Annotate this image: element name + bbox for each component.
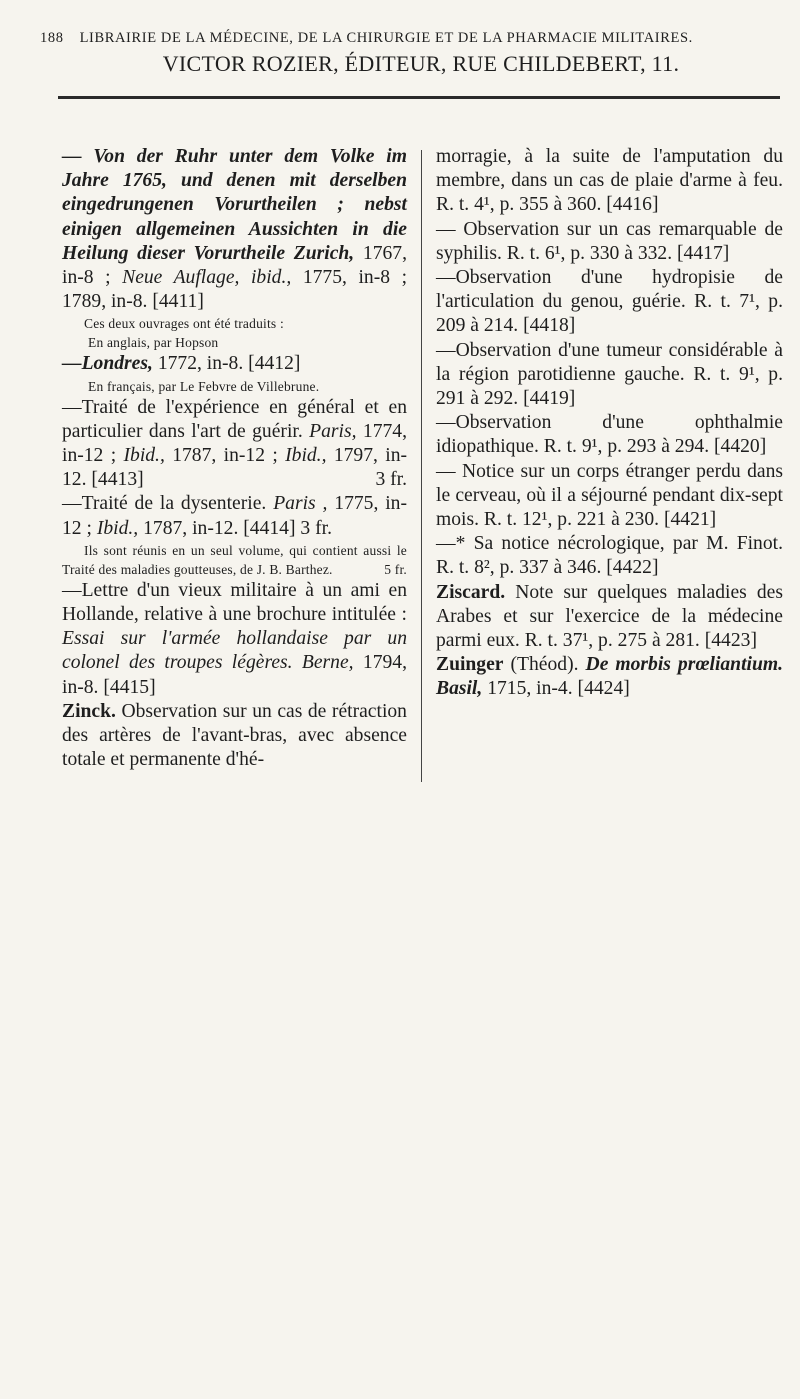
entry-publication: 1767, in-8 ; <box>62 242 407 289</box>
entry-publication: 1775, in-12 ; <box>62 493 407 539</box>
entry-title: —Traité de l'expérience en général et en particulier dans l'art de guérir. <box>62 396 407 442</box>
entry-title: De morbis prœliantium. <box>585 654 784 676</box>
entry-4417 <box>436 218 783 266</box>
entry-note: Ces deux ouvrages ont été traduits : <box>84 316 284 332</box>
entry-4414 <box>62 492 407 540</box>
entry-4424 <box>436 653 783 701</box>
entry-publication: 1772, in-8. <box>157 353 244 375</box>
entry-number: [4419] <box>523 388 576 410</box>
right-column <box>436 145 783 702</box>
entry-number: [4417] <box>677 242 730 264</box>
entry-publication: 1774, in-12 ; <box>62 420 407 467</box>
column-divider <box>421 150 422 782</box>
entry-4420 <box>436 411 783 459</box>
entry-note: En français, par Le Febvre de Villebrune. <box>88 378 320 394</box>
entry-4411 <box>62 145 407 314</box>
entry-zinck <box>62 700 407 773</box>
entry-price: 5 fr. <box>384 561 407 577</box>
header-rule <box>58 96 780 99</box>
entry-text: —Observation d'une tumeur considérable à la région parotidienne gauche. R. t. 9¹, p. 291 à 292. <box>436 339 783 410</box>
entry-4421 <box>436 460 783 533</box>
entry-author: Ziscard. <box>436 581 506 603</box>
entry-place: Berne, <box>301 652 354 674</box>
entry-number: [4422] <box>606 557 659 579</box>
entry-author: Zinck. <box>62 700 116 722</box>
entry-4412 <box>62 352 407 376</box>
entry-number: [4413] <box>91 469 144 491</box>
entry-4419 <box>436 339 783 412</box>
entry-text: morragie, à la suite de l'amputation du membre, dans un cas de plaie d'arme à feu. R. t. 4¹, p. 355 à 360. <box>436 146 783 216</box>
entry-ibid: Ibid., <box>285 445 327 467</box>
entry-4422 <box>436 532 783 580</box>
entry-text: —* Sa notice nécrologique, par M. Finot. R. t. 8², p. 337 à 346. <box>436 533 783 579</box>
entry-title: —Traité de la dysenterie. <box>62 493 267 515</box>
entry-place: Basil, <box>436 678 483 700</box>
entry-place: Paris , <box>273 493 328 515</box>
entry-text: — Notice sur un corps étranger perdu dans le cerveau, où il a séjourné pendant dix-sept mois. R. t. 12¹, p. 221 à 230. <box>436 460 783 531</box>
entry-publication: 1787, in-12 ; <box>172 445 278 467</box>
entry-4416 <box>436 145 783 218</box>
entry-4423 <box>436 581 783 654</box>
entry-text: Observation sur un cas de rétraction des artères de l'avant-bras, avec absence totale et permanente d'hé- <box>62 700 407 771</box>
entry-ibid: Ibid., <box>123 445 165 467</box>
entry-publication: 1775, in-8 ; 1789, in-8. <box>62 267 408 313</box>
entry-title: —Lettre d'un vieux militaire à un ami en Hollande, relative à une brochure intitulée : <box>62 579 407 626</box>
entry-note: En anglais, par Hopson <box>88 335 219 351</box>
entry-price: 3 fr. <box>375 469 407 491</box>
entry-text: —Observation d'une ophthalmie idiopathique. R. t. 9¹, p. 293 à 294. <box>436 412 783 458</box>
entry-publication: 1787, in-12. <box>143 517 239 539</box>
entry-number: [4412] <box>248 353 301 375</box>
entry-number: [4416] <box>606 194 659 216</box>
entry-4418 <box>436 266 783 339</box>
running-title: LIBRAIRIE DE LA MÉDECINE, DE LA CHIRURGIE ET DE LA PHARMACIE MILITAIRES. <box>79 30 693 46</box>
entry-number: [4420] <box>714 436 767 458</box>
entry-note <box>62 541 407 579</box>
entry-number: [4418] <box>523 315 576 337</box>
entry-number: [4411] <box>152 291 204 313</box>
entry-number: [4415] <box>103 676 156 698</box>
entry-4413 <box>62 396 407 493</box>
left-column <box>62 145 407 772</box>
entry-text: —Observation d'une hydropisie de l'articulation du genou, guérie. R. t. 7¹, p. 209 à 214. <box>436 267 783 337</box>
running-head <box>40 30 780 47</box>
entry-author: Zuinger <box>436 654 504 676</box>
entry-place: Paris, <box>309 420 357 442</box>
entry-author-detail: (Théod). <box>510 654 579 676</box>
entry-number: [4414] <box>243 517 296 539</box>
entry-title: — Von der Ruhr unter dem Volke im Jahre 1765, und denen mit derselben eingedrungenen Vorurtheilen ; nebst einigen allgemeinen Aussichten in die Heilung dieser Vorurtheile <box>62 146 407 264</box>
page-number: 188 <box>40 30 64 46</box>
entry-place: Zurich, <box>293 242 355 264</box>
publisher-line: VICTOR ROZIER, ÉDITEUR, RUE CHILDEBERT, 11. <box>162 51 680 76</box>
entry-publication: 1715, in-4. <box>487 678 573 700</box>
entry-publication: 1794, in-8. <box>62 652 407 698</box>
entry-text: Note sur quelques maladies des Arabes et sur l'exercice de la médecine parmi eux. R. t. 37¹, p. 275 à 281. <box>436 581 783 652</box>
entry-subtitle: Essai sur l'armée hollandaise par un colonel des troupes légères. <box>62 628 407 674</box>
entry-note-text: Ils sont réunis en un seul volume, qui contient aussi le Traité des maladies goutteuses, de J. B. Barthez. <box>62 542 407 577</box>
entry-text: — Observation sur un cas remarquable de syphilis. R. t. 6¹, p. 330 à 332. <box>436 218 783 264</box>
entry-price: 3 fr. <box>300 517 332 539</box>
entry-ibid: Ibid., <box>96 517 139 539</box>
entry-publication: 1797, in-12. <box>62 445 408 491</box>
entry-4415 <box>62 579 407 700</box>
entry-number: [4424] <box>577 678 630 700</box>
entry-title: —Londres, <box>62 353 153 375</box>
entry-number: [4423] <box>704 630 757 652</box>
entry-number: [4421] <box>663 509 717 531</box>
entry-edition: Neue Auflage, ibid., <box>122 267 292 289</box>
page-header <box>40 30 780 77</box>
